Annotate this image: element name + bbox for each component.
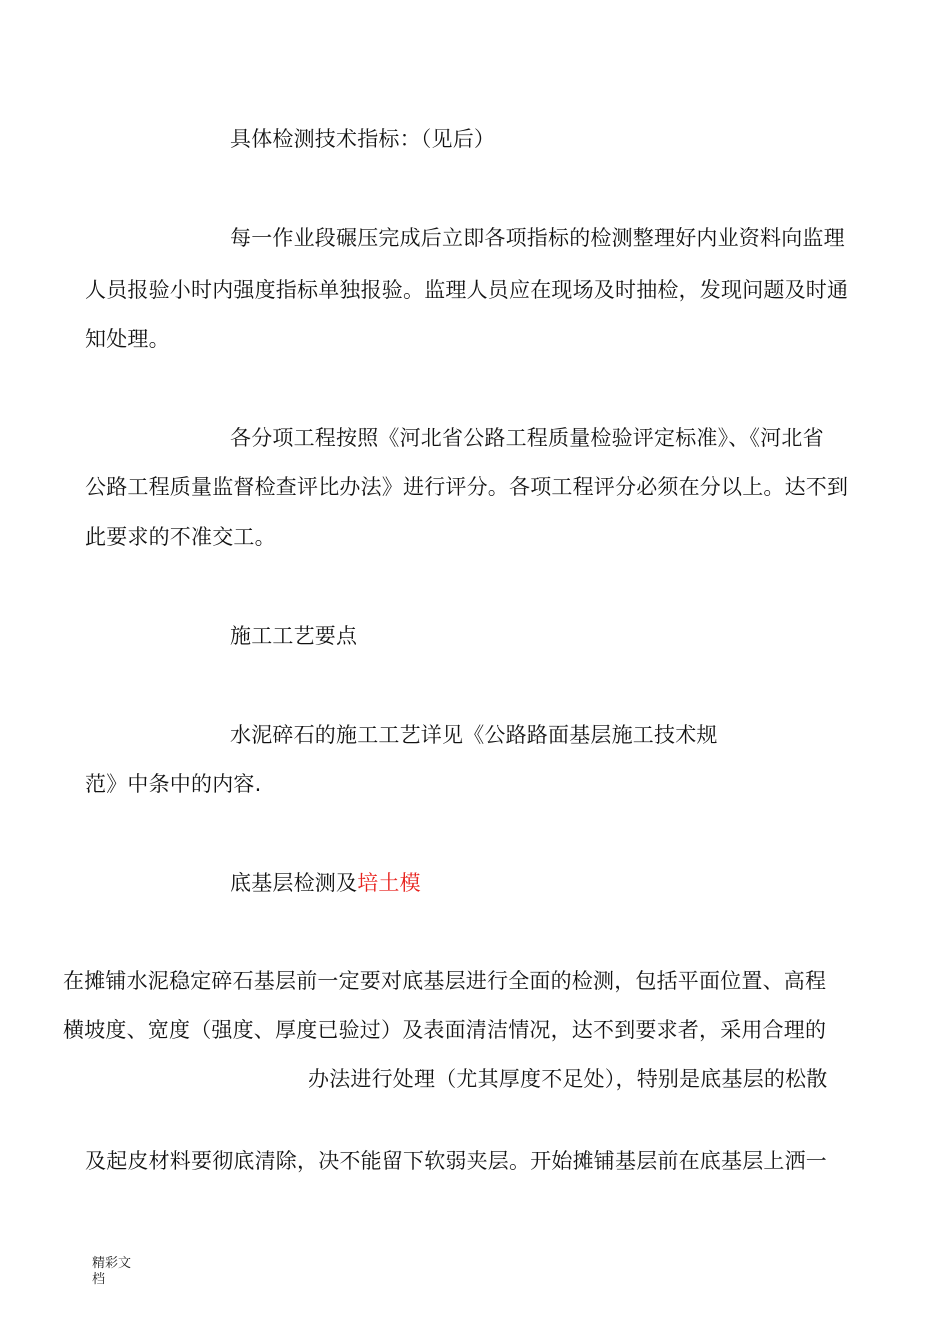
heading-highlight: 培土模 (357, 871, 421, 895)
text-line: 公路工程质量监督检查评比办法》进行评分。各项工程评分必须在分以上。达不到 (85, 475, 849, 499)
heading-text: 底基层检测及 (230, 871, 358, 895)
text-line: 每一作业段碾压完成后立即各项指标的检测整理好内业资料向监理 (230, 226, 845, 250)
footer-text: 精彩文档 (92, 1256, 132, 1287)
text-line: 横坡度、宽度（强度、厚度已验过）及表面清洁情况，达不到要求者，采用合理的 (63, 1018, 827, 1042)
text-line: 办法进行处理（尤其厚度不足处），特别是底基层的松散 (308, 1067, 828, 1091)
text-line: 具体检测技术指标：（见后） (230, 127, 496, 151)
text-line: 及起皮材料要彻底清除，决不能留下软弱夹层。开始摊铺基层前在底基层上洒一 (85, 1149, 827, 1173)
text-line: 各分项工程按照《河北省公路工程质量检验评定标准》、《河北省 (230, 426, 824, 450)
text-line: 在摊铺水泥稳定碎石基层前一定要对底基层进行全面的检测，包括平面位置、高程 (63, 969, 827, 993)
text-line: 人员报验小时内强度指标单独报验。监理人员应在现场及时抽检，发现问题及时通 (85, 278, 849, 302)
section-heading: 施工工艺要点 (230, 624, 358, 648)
text-line: 此要求的不准交工。 (85, 525, 276, 549)
text-line: 水泥碎石的施工工艺详见《公路路面基层施工技术规 (230, 723, 718, 747)
section-heading (230, 869, 421, 897)
text-line: 知处理。 (85, 327, 170, 351)
text-line: 范》中条中的内容. (85, 772, 262, 796)
